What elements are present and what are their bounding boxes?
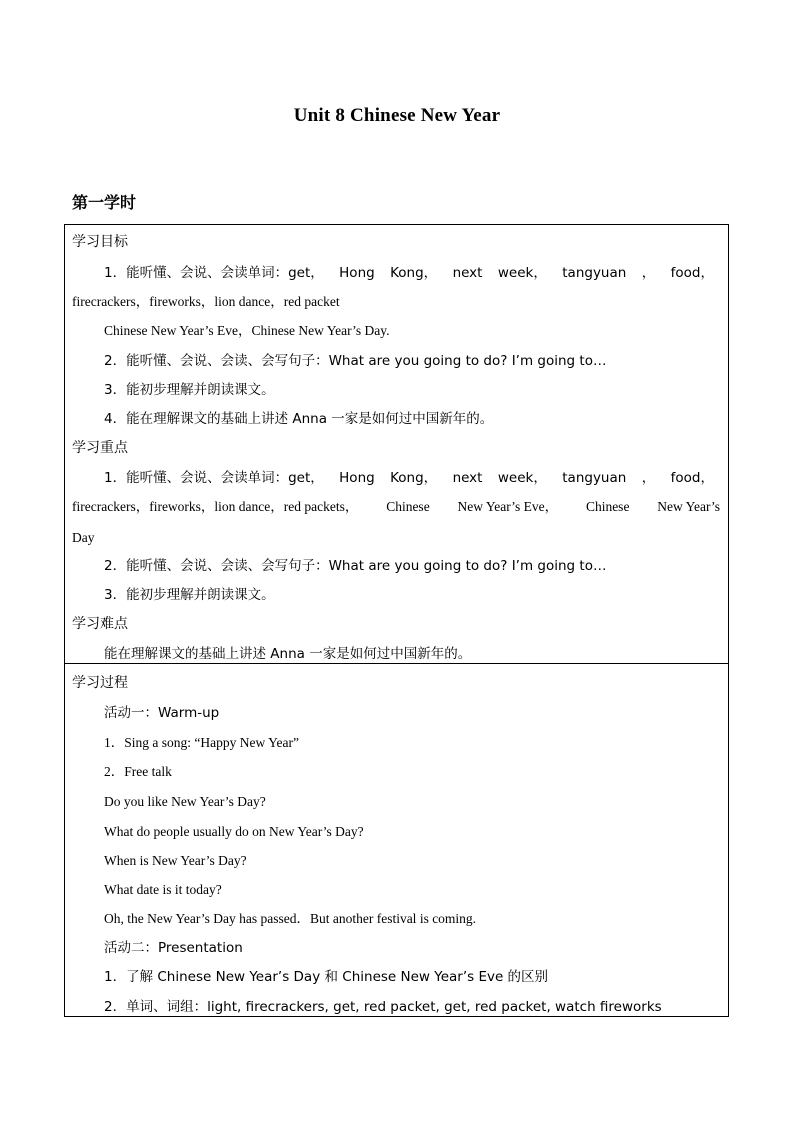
key-point-2: 2．能听懂、会说、会读、会写句子：What are you going to do? I’m going to… xyxy=(104,558,607,574)
goals-cell xyxy=(64,224,729,664)
difficulty-1: 能在理解课文的基础上讲述 Anna 一家是如何过中国新年的。 xyxy=(104,646,472,662)
objective-1-line-3: Chinese New Year’s Eve，Chinese New Year’s Day. xyxy=(104,323,390,338)
process-line: Do you like New Year’s Day? xyxy=(104,794,266,809)
key-point-3: 3．能初步理解并朗读课文。 xyxy=(104,587,275,603)
objective-1-line-2: firecrackers，fireworks，lion dance，red packet xyxy=(72,294,340,309)
lesson-label: 第一学时 xyxy=(72,193,137,212)
objective-3: 3．能初步理解并朗读课文。 xyxy=(104,382,275,398)
objective-1-line-1: 1．能听懂、会说、会读单词：get， Hong Kong， next week， tangyuan ， food， xyxy=(104,265,714,281)
process-line: Oh, the New Year’s Day has passed．But another festival is coming. xyxy=(104,911,477,926)
process-cell xyxy=(64,663,729,1017)
process-line: When is New Year’s Day? xyxy=(104,853,247,868)
process-line: 2．Free talk xyxy=(104,764,172,779)
process-line: 活动二：Presentation xyxy=(104,940,243,956)
objective-2: 2．能听懂、会说、会读、会写句子：What are you going to do? I’m going to… xyxy=(104,353,607,369)
key-point-1-line-1: 1．能听懂、会说、会读单词：get， Hong Kong， next week， tangyuan ， food， xyxy=(104,470,714,486)
process-line: What do people usually do on New Year’s Day? xyxy=(104,824,364,839)
process-line: What date is it today? xyxy=(104,882,222,897)
process-heading: 学习过程 xyxy=(72,675,128,691)
process-line: 1．了解 Chinese New Year’s Day 和 Chinese New Year’s Eve 的区别 xyxy=(104,969,549,985)
key-points-heading: 学习重点 xyxy=(72,440,128,456)
key-point-1-line-2: firecrackers，fireworks，lion dance，red packets， Chinese New Year’s Eve， Chinese New Year’s xyxy=(72,499,720,514)
key-point-1-line-3: Day xyxy=(72,530,95,545)
process-line: 1．Sing a song: “Happy New Year” xyxy=(104,735,299,750)
difficulties-heading: 学习难点 xyxy=(72,616,128,632)
objectives-heading: 学习目标 xyxy=(72,234,128,250)
objective-4: 4．能在理解课文的基础上讲述 Anna 一家是如何过中国新年的。 xyxy=(104,411,494,427)
process-line: 活动一：Warm-up xyxy=(104,705,220,721)
process-line: 2．单词、词组：light, firecrackers, get, red packet, get, red packet, watch fireworks xyxy=(104,999,662,1015)
document-title: Unit 8 Chinese New Year xyxy=(293,105,501,126)
